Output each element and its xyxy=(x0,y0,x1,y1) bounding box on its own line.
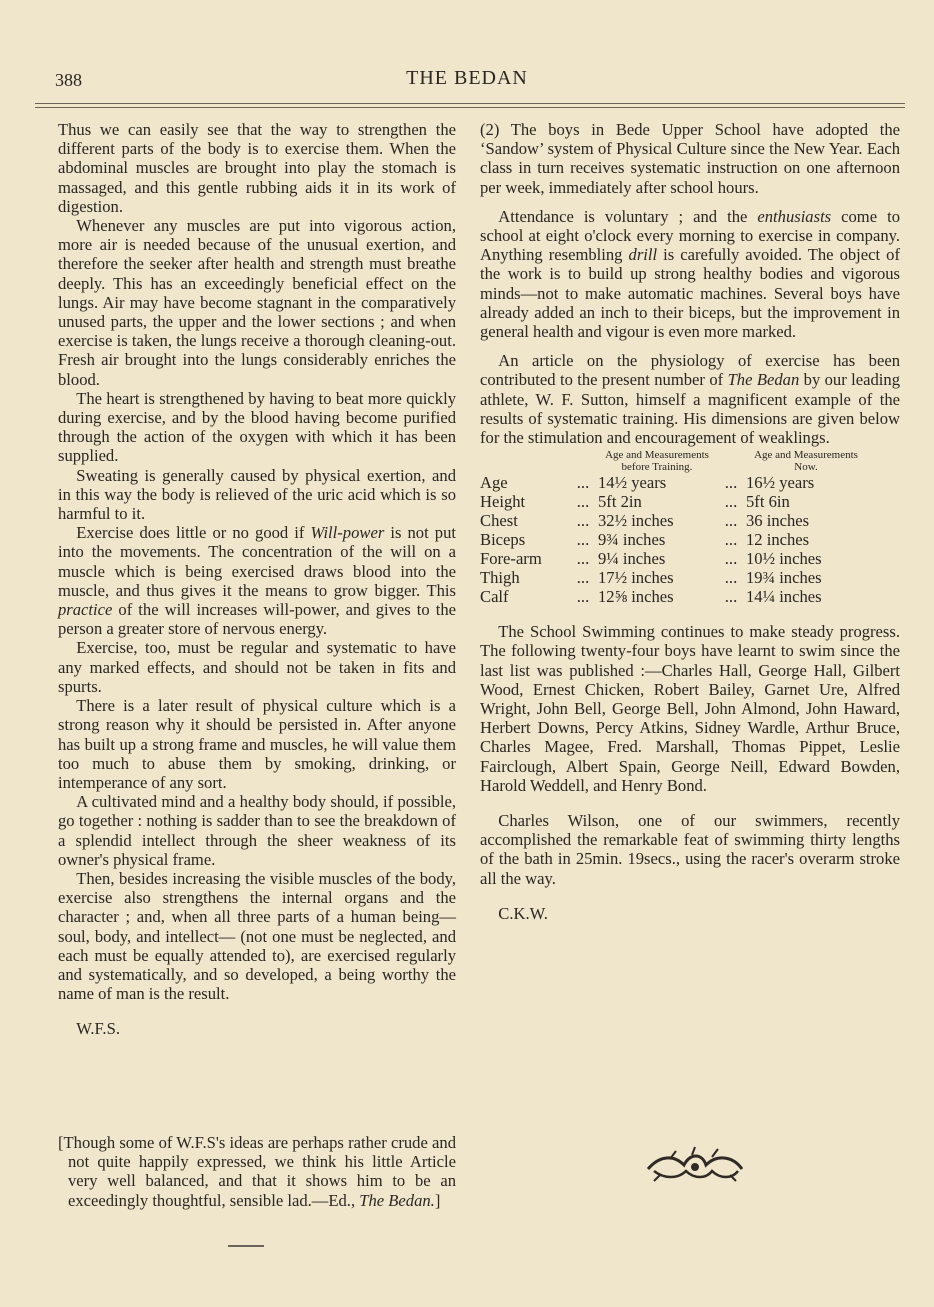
value-before: 9¼ inches xyxy=(598,549,666,569)
row-label: Height xyxy=(480,492,526,512)
row-label: Fore-arm xyxy=(480,549,542,569)
header-rule-top xyxy=(35,103,905,104)
value-before: 14½ years xyxy=(598,473,667,493)
paragraph: (2) The boys in Bede Upper School have adopted the ‘Sandow’ system of Physical Culture since the New Year. Each class in turn receives systematic instruction on one afternoon per week, immediately after school hours. xyxy=(480,120,900,197)
row-label: Age xyxy=(480,473,508,493)
end-dash xyxy=(228,1245,264,1247)
row-label: Thigh xyxy=(480,568,520,588)
value-before: 5ft 2in xyxy=(598,492,642,512)
leader-dots: ... xyxy=(576,473,590,493)
paragraph: An article on the physiology of exercise has been contributed to the present number of The Bedan by our leading athlete, W. F. Sutton, himself a magnificent example of the results of systematic training. His dimensions are given below for the stimulation and encouragement of weaklings. xyxy=(480,351,900,448)
table-row xyxy=(480,511,866,530)
paragraph: Charles Wilson, one of our swimmers, recently accomplished the remarkable feat of swimming thirty lengths of the bath in 25min. 19secs., using the racer's overarm stroke all the way. xyxy=(480,811,900,888)
table-row xyxy=(480,549,866,568)
paragraph: A cultivated mind and a healthy body should, if possible, go together : nothing is sadder than to see the breakdown of a splendid intellect through the sheer weakness of its owner's physical frame. xyxy=(58,792,456,869)
leader-dots: ... xyxy=(724,568,738,588)
row-label: Calf xyxy=(480,587,509,607)
table-row xyxy=(480,587,866,606)
paragraph: Exercise, too, must be regular and systematic to have any marked effects, and should not be taken in fits and spurts. xyxy=(58,638,456,696)
value-before: 12⅝ inches xyxy=(598,587,674,607)
leader-dots: ... xyxy=(724,473,738,493)
value-now: 16½ years xyxy=(746,473,815,493)
column-header-now: Age and Measurements Now. xyxy=(754,449,858,474)
value-now: 10½ inches xyxy=(746,549,822,569)
fleuron-ornament-icon xyxy=(640,1145,750,1190)
paragraph: The heart is strengthened by having to beat more quickly during exercise, and by the blood having become purified through the action of the oxygen with which it has been supplied. xyxy=(58,388,456,466)
value-now: 19¾ inches xyxy=(746,568,822,588)
value-before: 32½ inches xyxy=(598,511,674,531)
leader-dots: ... xyxy=(576,511,590,531)
table-row xyxy=(480,492,866,511)
value-now: 5ft 6in xyxy=(746,492,790,512)
signature: W.F.S. xyxy=(76,1019,120,1039)
value-before: 17½ inches xyxy=(598,568,674,588)
right-column xyxy=(480,120,900,923)
leader-dots: ... xyxy=(576,549,590,569)
paragraph: Attendance is voluntary ; and the enthusiasts come to school at eight o'clock every morning to exercise in company. Anything resembling drill is carefully avoided. The object of the work is to build up strong healthy bodies and vigorous minds—not to make automatic machines. Several boys have already added an inch to their biceps, but the improvement in general health and vigour is even more marked. xyxy=(480,206,901,342)
table-row xyxy=(480,530,866,549)
page-number: 388 xyxy=(55,70,82,90)
editor-note: [Though some of W.F.S's ideas are perhaps rather crude and not quite happily expressed, we think his little Article very well balanced, and that it shows him to be an exceedingly thoughtful, sensible lad.—Ed., The Bedan.] xyxy=(58,1133,456,1210)
table-row xyxy=(480,568,866,587)
leader-dots: ... xyxy=(576,568,590,588)
value-before: 9¾ inches xyxy=(598,530,666,550)
paragraph-will-power: Exercise does little or no good if Will-power is not put into the movements. The concentration of the will on a muscle which is being exercised draws blood into the muscle, and thus gives it the means to grow bigger. This practice of the will increases will-power, and gives to the person a greater store of nervous energy. xyxy=(58,523,457,639)
running-title: THE BEDAN xyxy=(406,67,528,89)
paragraph: Then, besides increasing the visible muscles of the body, exercise also strengthens the internal organs and the character ; and, when all three parts of a human being—soul, body, and intellect— (not one must be neglected, and each must be equally attended to), are exercised regularly and systematically, and so developed, a being worthy the name of man is the result. xyxy=(58,868,456,1004)
paragraph: Whenever any muscles are put into vigorous action, more air is needed because of the unusual exertion, and therefore the seeker after health and strength must breathe deeply. This has an exceedingly beneficial effect on the lungs. Air may have become stagnant in the comparatively unused parts, the upper and the lower sections ; and when exercise is taken, the lungs receive a thorough cleaning-out. Fresh air brought into the lungs considerably enriches the blood. xyxy=(58,216,456,389)
paragraph: There is a later result of physical culture which is a strong reason why it should be persisted in. After anyone has built up a strong frame and muscles, he will value them too much to abuse them by smoking, drinking, or intemperance of any sort. xyxy=(58,696,456,792)
leader-dots: ... xyxy=(724,511,738,531)
header-rule-bottom xyxy=(35,107,905,108)
signature: C.K.W. xyxy=(498,903,548,923)
paragraph: Thus we can easily see that the way to strengthen the different parts of the body is to exercise them. When the abdominal muscles are brought into play the stomach is massaged, and this gentle rubbing aids it in its work of digestion. xyxy=(58,120,456,216)
leader-dots: ... xyxy=(724,549,738,569)
leader-dots: ... xyxy=(724,587,738,607)
row-label: Chest xyxy=(480,511,518,531)
left-column xyxy=(58,120,456,1039)
column-header-before: Age and Measurements before Training. xyxy=(605,449,709,474)
paragraph: The School Swimming continues to make steady progress. The following twenty-four boys have learnt to swim since the last list was published :—Charles Hall, George Hall, Gilbert Wood, Ernest Chicken, Robert Bailey, Garnet Ure, Alfred Wright, John Bell, George Bell, John Almond, John Haward, Herbert Downs, Percy Atkins, Sidney Wardle, Arthur Bruce, Charles Magee, Fred. Marshall, Thomas Pippet, Leslie Fairclough, Albert Spain, George Neill, Edward Bowden, Harold Weddell, and Henry Bond. xyxy=(480,622,900,795)
value-now: 14¼ inches xyxy=(746,587,822,607)
value-now: 36 inches xyxy=(746,511,810,531)
leader-dots: ... xyxy=(724,492,738,512)
leader-dots: ... xyxy=(576,530,590,550)
paragraph: Sweating is generally caused by physical exertion, and in this way the body is relieved of the uric acid which is so harmful to it. xyxy=(58,465,456,524)
measurements-table xyxy=(480,449,866,606)
row-label: Biceps xyxy=(480,530,526,550)
leader-dots: ... xyxy=(576,492,590,512)
table-row xyxy=(480,473,866,492)
leader-dots: ... xyxy=(576,587,590,607)
value-now: 12 inches xyxy=(746,530,810,550)
leader-dots: ... xyxy=(724,530,738,550)
